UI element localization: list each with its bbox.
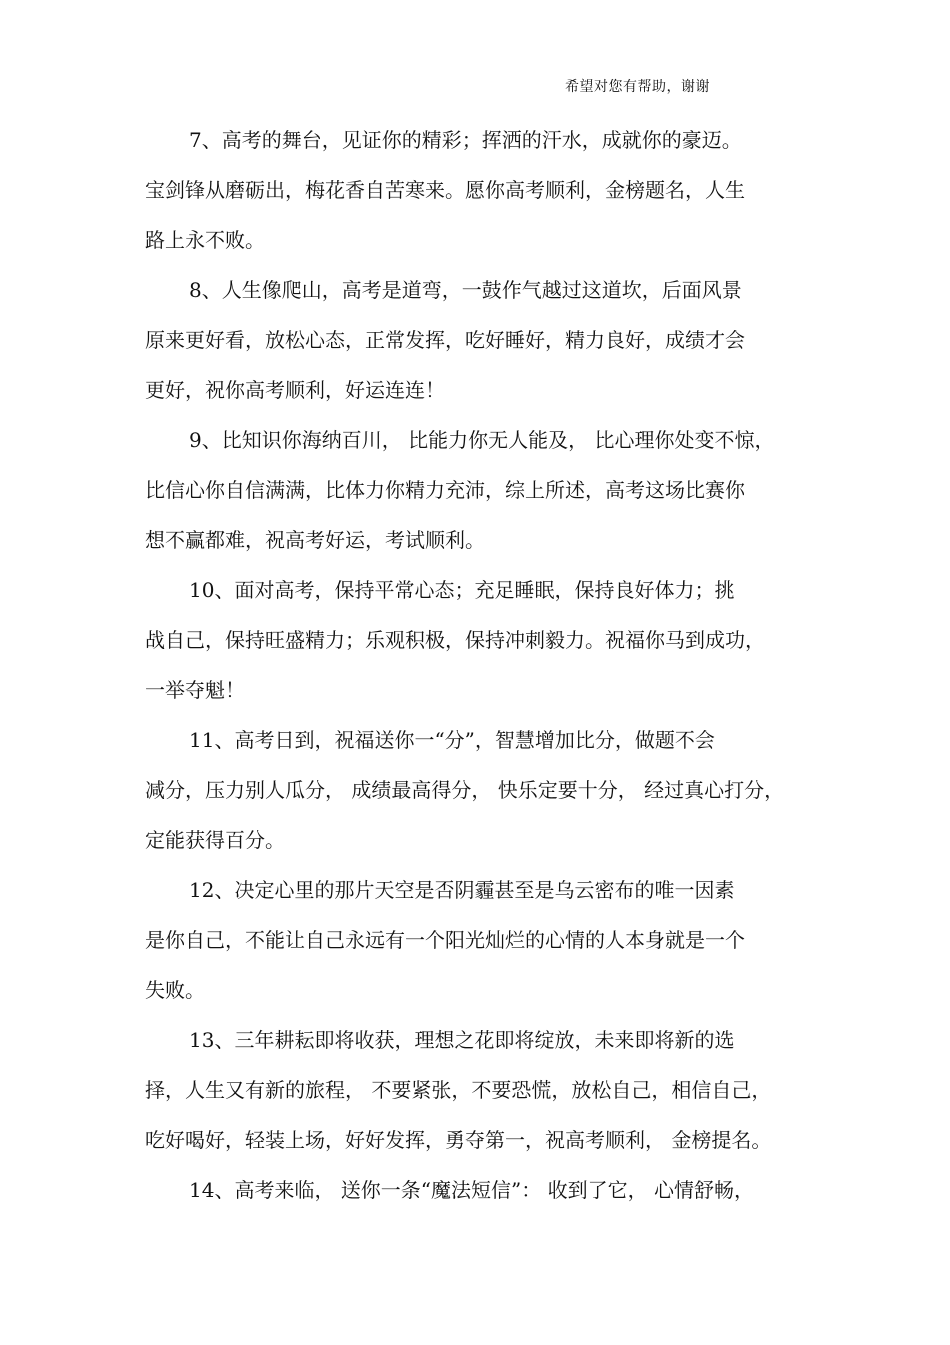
- page-header-note: 希望对您有帮助，谢谢: [565, 79, 710, 95]
- paragraph-7-line-3: 路上永不败。: [145, 228, 265, 252]
- paragraph-9-line-1: 9、比知识你海纳百川， 比能力你无人能及， 比心理你处变不惊，: [189, 428, 775, 452]
- paragraph-12-line-1: 12、决定心里的那片天空是否阴霾甚至是乌云密布的唯一因素: [189, 878, 735, 902]
- paragraph-10-line-3: 一举夺魁！: [145, 678, 245, 702]
- paragraph-9-line-3: 想不赢都难，祝高考好运，考试顺利。: [145, 528, 485, 552]
- paragraph-11-line-3: 定能获得百分。: [145, 828, 285, 852]
- paragraph-7-line-2: 宝剑锋从磨砺出，梅花香自苦寒来。愿你高考顺利，金榜题名，人生: [145, 178, 745, 202]
- paragraph-13-line-1: 13、三年耕耘即将收获，理想之花即将绽放，未来即将新的选: [189, 1028, 735, 1052]
- paragraph-8-line-1: 8、人生像爬山，高考是道弯，一鼓作气越过这道坎，后面风景: [189, 278, 742, 302]
- paragraph-11-line-2: 减分，压力别人瓜分， 成绩最高得分， 快乐定要十分， 经过真心打分，: [145, 778, 785, 802]
- paragraph-9-line-2: 比信心你自信满满，比体力你精力充沛，综上所述，高考这场比赛你: [145, 478, 745, 502]
- paragraph-13-line-2: 择，人生又有新的旅程， 不要紧张，不要恐慌，放松自己，相信自己，: [145, 1078, 772, 1102]
- paragraph-13-line-3: 吃好喝好，轻装上场，好好发挥，勇夺第一，祝高考顺利， 金榜提名。: [145, 1128, 772, 1152]
- paragraph-10-line-2: 战自己，保持旺盛精力；乐观积极，保持冲刺毅力。祝福你马到成功，: [145, 628, 765, 652]
- paragraph-8-line-3: 更好，祝你高考顺利，好运连连！: [145, 378, 445, 402]
- paragraph-12-line-3: 失败。: [145, 978, 205, 1002]
- paragraph-8-line-2: 原来更好看，放松心态，正常发挥，吃好睡好，精力良好，成绩才会: [145, 328, 745, 352]
- paragraph-7-line-1: 7、高考的舞台，见证你的精彩；挥洒的汗水，成就你的豪迈。: [189, 128, 742, 152]
- paragraph-14-line-1: 14、高考来临， 送你一条“魔法短信”： 收到了它， 心情舒畅，: [189, 1178, 754, 1202]
- paragraph-12-line-2: 是你自己，不能让自己永远有一个阳光灿烂的心情的人本身就是一个: [145, 928, 745, 952]
- paragraph-10-line-1: 10、面对高考，保持平常心态；充足睡眠，保持良好体力；挑: [189, 578, 735, 602]
- paragraph-11-line-1: 11、高考日到，祝福送你一“分”，智慧增加比分，做题不会: [189, 728, 715, 752]
